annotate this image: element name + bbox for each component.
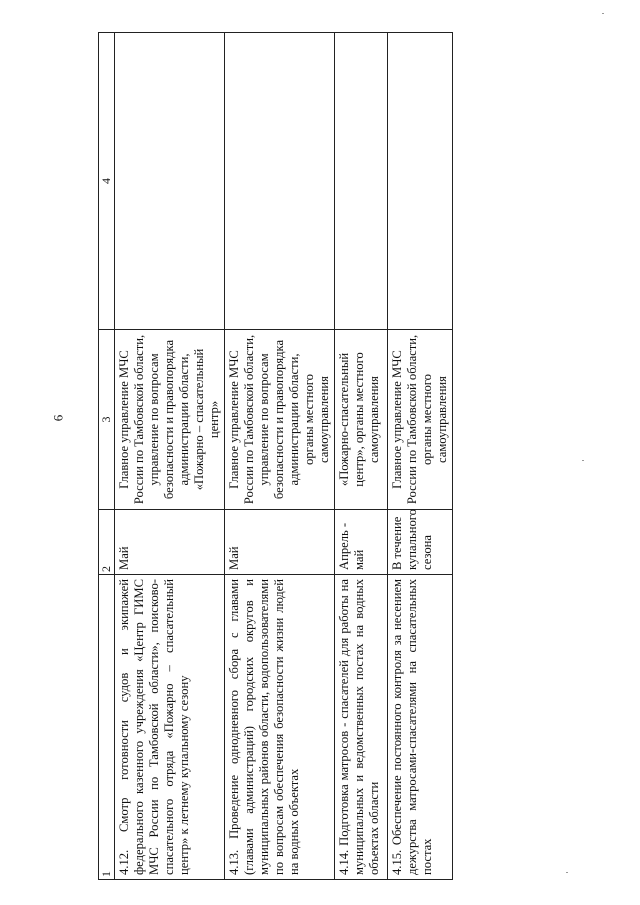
scan-speck xyxy=(566,872,568,873)
table-row xyxy=(225,33,335,880)
page-number: 6 xyxy=(50,414,66,422)
table-row xyxy=(388,33,453,880)
note-cell xyxy=(225,33,335,330)
table-row xyxy=(115,33,225,880)
events-table-rotated xyxy=(98,32,449,880)
note-cell xyxy=(115,33,225,330)
event-cell: 4.12. Смотр готовности судов и экипажей федерального казенного учреждения «Центр ГИМС МЧС России по Тамбовской области», поисково-спасательного отряда «Пожарно – спасательный центр» к летнему купальному сезону xyxy=(115,575,225,880)
responsible-cell: Главное управление МЧС России по Тамбовской области, органы местного самоуправления xyxy=(388,330,453,510)
date-cell: Май xyxy=(225,510,335,575)
date-cell: Апрель - май xyxy=(335,510,388,575)
table-header-row xyxy=(99,33,115,880)
header-col-1: 1 xyxy=(99,575,115,880)
scan-speck xyxy=(582,460,584,461)
note-cell xyxy=(388,33,453,330)
responsible-cell: Главное управление МЧС России по Тамбовской области, управление по вопросам безопасности и правопорядка администрации области, органы местного самоуправления xyxy=(225,330,335,510)
table-row xyxy=(335,33,388,880)
responsible-cell: «Пожарно-спасательный центр», органы местного самоуправления xyxy=(335,330,388,510)
event-cell: 4.13. Проведение однодневного сбора с главами (главами администраций) городских округов и муниципальных районов области, водопользователями по вопросам обеспечения безопасности жизни людей на водных объектах xyxy=(225,575,335,880)
responsible-cell: Главное управление МЧС России по Тамбовской области, управление по вопросам безопасности и правопорядка администрации области, «Пожарно – спасательный центр» xyxy=(115,330,225,510)
scan-speck xyxy=(602,13,604,14)
header-col-2: 2 xyxy=(99,510,115,575)
header-col-3: 3 xyxy=(99,330,115,510)
date-cell: В течение купального сезона xyxy=(388,510,453,575)
events-table xyxy=(98,32,453,880)
date-cell: Май xyxy=(115,510,225,575)
header-col-4: 4 xyxy=(99,33,115,330)
note-cell xyxy=(335,33,388,330)
event-cell: 4.14. Подготовка матросов - спасателей для работы на муниципальных и ведомственных постах на водных объектах области xyxy=(335,575,388,880)
event-cell: 4.15. Обеспечение постоянного контроля за несением дежурства матросами-спасателями на спасательных постах xyxy=(388,575,453,880)
